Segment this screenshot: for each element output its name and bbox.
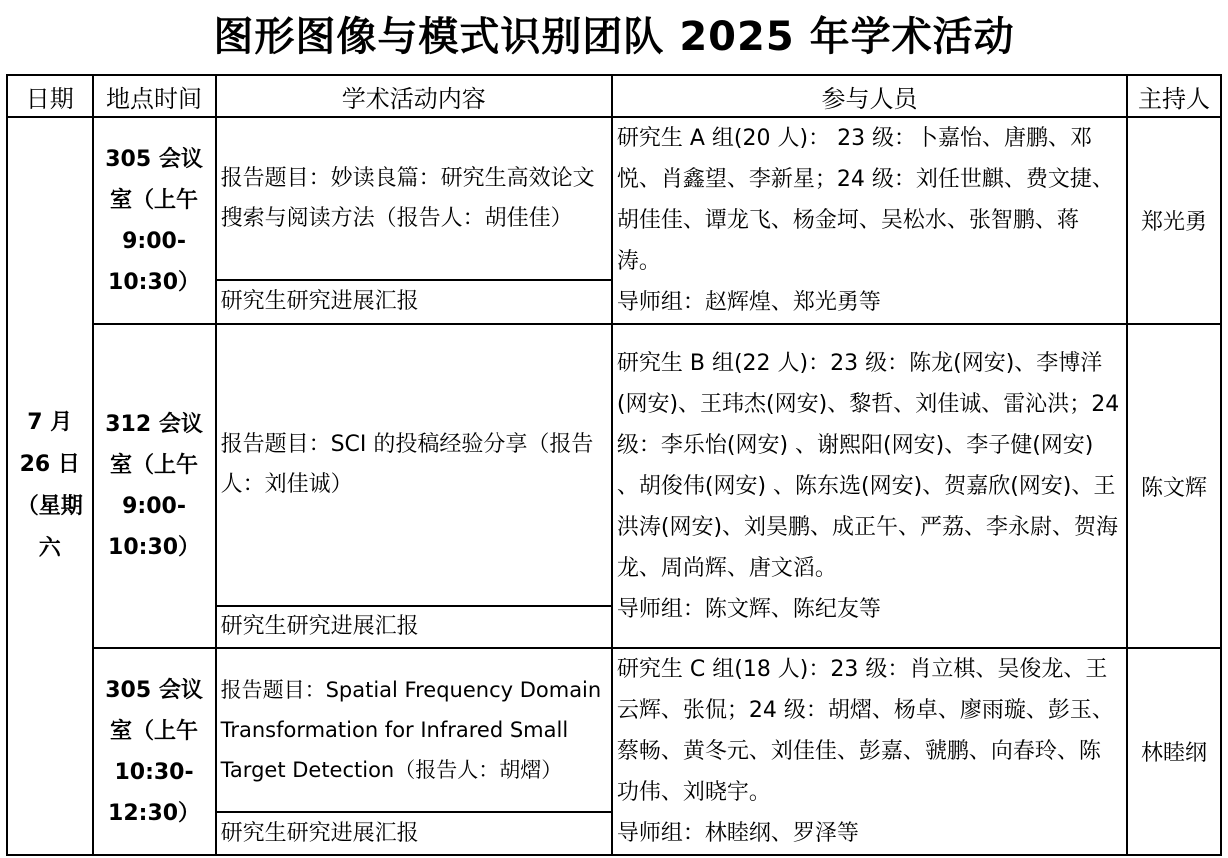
talk-cell: 报告题目：Spatial Frequency Domain Transformation for Infrared Small Target Detection（报告人：胡熠）: [216, 648, 612, 812]
participants-cell: [612, 324, 1127, 648]
header-date: 日期: [7, 75, 93, 117]
students-text: 研究生 B 组(22 人)：23 级：陈龙(网安)、李博洋(网安)、王玮杰(网安)、黎哲、刘佳诚、雷沁洪；24 级：李乐怡(网安) 、谢熙阳(网安)、李子健(网安) 、胡俊伟(网安) 、陈东选(网安)、贺嘉欣(网安)、王洪涛(网安)、刘昊鹏、成正午、严荔、李永尉、贺海龙、周尚辉、唐文滔。: [616, 350, 1120, 581]
place-time-cell: 305 会议室（上午 10:30-12:30）: [93, 648, 216, 855]
students-text: 研究生 C 组(18 人)：23 级：肖立棋、吴俊龙、王云辉、张侃；24 级：胡熠、杨卓、廖雨璇、彭玉、蔡畅、黄冬元、刘佳佳、彭嘉、虢鹏、向春玲、陈功伟、刘晓宇。: [616, 657, 1114, 805]
talk-cell: 报告题目：SCI 的投稿经验分享（报告人：刘佳诚）: [216, 324, 612, 606]
header-host: 主持人: [1127, 75, 1221, 117]
participants-cell: [612, 117, 1127, 324]
header-participants: 参与人员: [612, 75, 1127, 117]
table-header-row: [7, 75, 1221, 117]
talk-cell: 报告题目：妙读良篇：研究生高效论文搜索与阅读方法（报告人：胡佳佳）: [216, 117, 612, 280]
progress-report-cell: 研究生研究进展汇报: [216, 280, 612, 324]
activity-schedule-table: [6, 74, 1222, 856]
mentors-text: 导师组：林睦纲、罗泽等: [616, 821, 859, 846]
progress-report-cell: 研究生研究进展汇报: [216, 812, 612, 855]
page-title: 图形图像与模式识别团队 2025 年学术活动: [213, 14, 1015, 60]
table-row: [7, 324, 1221, 606]
header-place-time: 地点时间: [93, 75, 216, 117]
host-cell: 林睦纲: [1127, 648, 1221, 855]
progress-report-cell: 研究生研究进展汇报: [216, 606, 612, 648]
table-row: [7, 648, 1221, 812]
host-cell: 郑光勇: [1127, 117, 1221, 324]
place-time-cell: 305 会议室（上午 9:00-10:30）: [93, 117, 216, 324]
header-content: 学术活动内容: [216, 75, 612, 117]
date-cell: 7 月 26 日（星期六: [7, 117, 93, 855]
mentors-text: 导师组：陈文辉、陈纪友等: [616, 596, 881, 622]
place-time-cell: 312 会议室（上午 9:00-10:30）: [93, 324, 216, 648]
table-row: [7, 117, 1221, 280]
host-cell: 陈文辉: [1127, 324, 1221, 648]
mentors-text: 导师组：赵辉煌、郑光勇等: [616, 290, 881, 315]
students-text: 研究生 A 组(20 人)： 23 级：卜嘉怡、唐鹏、邓悦、肖鑫望、李新星；24 级：刘任世麒、费文捷、胡佳佳、谭龙飞、杨金坷、吴松水、张智鹏、蒋涛。: [616, 126, 1114, 274]
participants-cell: [612, 648, 1127, 855]
